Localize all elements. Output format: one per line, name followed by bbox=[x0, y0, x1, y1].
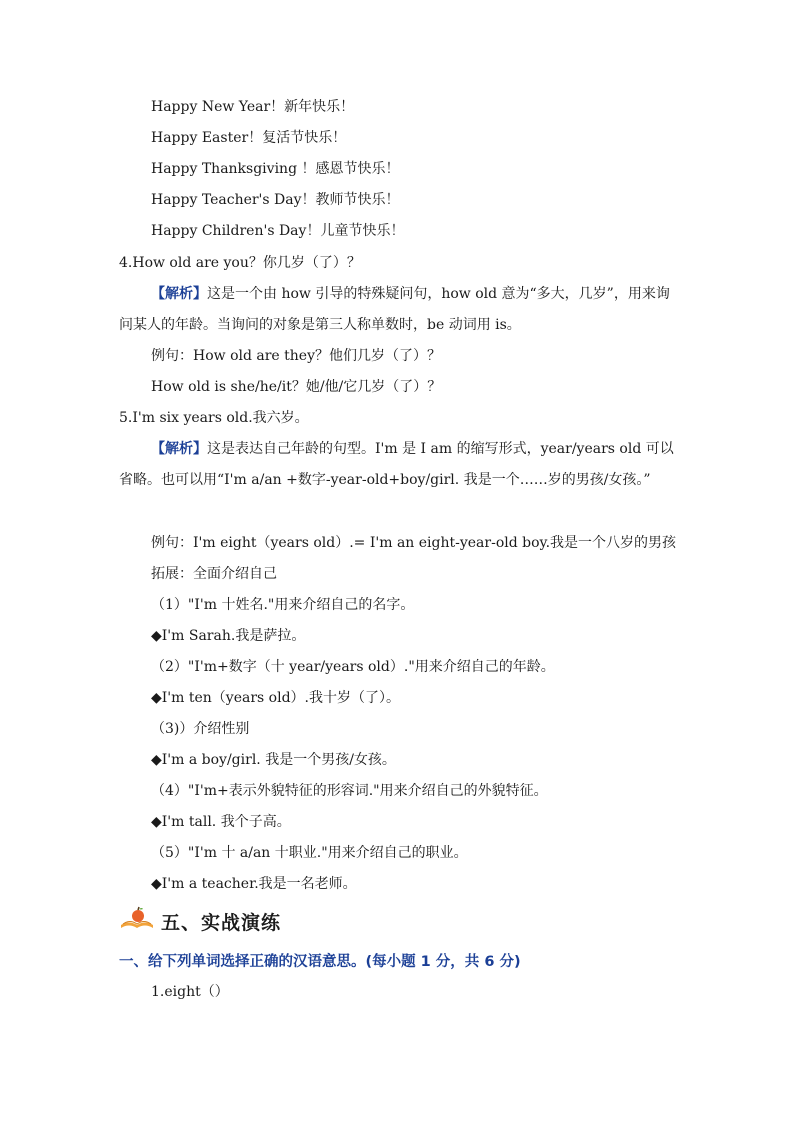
analysis-text: 这是表达自己年龄的句型。I'm 是 I am 的缩写形式，year/years old 可以省略。也可以用“I'm a/an +数字-year-old+boy/girl. 我是一个……岁的男孩/女孩。” bbox=[119, 441, 674, 488]
book-apple-icon bbox=[119, 906, 155, 936]
exercise-heading: 一、给下列单词选择正确的汉语意思。(每小题 1 分，共 6 分) bbox=[119, 954, 521, 970]
analysis-label: 【解析】 bbox=[151, 286, 207, 302]
extension-line: ◆I'm tall. 我个子高。 bbox=[151, 814, 291, 830]
question-line: 1.eight（） bbox=[151, 984, 229, 1000]
extension-title: 拓展：全面介绍自己 bbox=[151, 566, 277, 582]
greeting-line: Happy Teacher's Day！教师节快乐！ bbox=[151, 192, 400, 208]
analysis-label: 【解析】 bbox=[151, 441, 207, 457]
item4-example: 例句：How old are they？他们几岁（了）？ bbox=[151, 348, 442, 364]
greeting-line: Happy Easter！复活节快乐！ bbox=[151, 130, 347, 146]
extension-line: ◆I'm Sarah.我是萨拉。 bbox=[151, 628, 306, 644]
extension-line: ◆I'm a boy/girl. 我是一个男孩/女孩。 bbox=[151, 752, 396, 768]
item4-title: 4.How old are you？你几岁（了）？ bbox=[119, 255, 361, 271]
item5-analysis bbox=[119, 434, 675, 496]
item4-example: How old is she/he/it？她/他/它几岁（了）？ bbox=[151, 379, 442, 395]
item4-analysis bbox=[119, 279, 675, 341]
extension-line: （4）"I'm+表示外貌特征的形容词."用来介绍自己的外貌特征。 bbox=[151, 783, 548, 799]
extension-line: （3)）介绍性别 bbox=[151, 721, 250, 737]
item5-example: 例句：I'm eight（years old）.= I'm an eight-year-old boy.我是一个八岁的男孩 bbox=[151, 535, 677, 551]
section-heading bbox=[119, 906, 281, 936]
section-title: 五、实战演练 bbox=[161, 911, 282, 934]
extension-line: ◆I'm ten（years old）.我十岁（了）。 bbox=[151, 690, 400, 706]
analysis-text: 这是一个由 how 引导的特殊疑问句，how old 意为“多大，几岁”，用来询问某人的年龄。当询问的对象是第三人称单数时，be 动词用 is。 bbox=[119, 286, 670, 333]
greeting-line: Happy New Year！新年快乐！ bbox=[151, 99, 355, 115]
item5-title: 5.I'm six years old.我六岁。 bbox=[119, 410, 309, 426]
extension-line: （2）"I'm+数字（十 year/years old）."用来介绍自己的年龄。 bbox=[151, 659, 555, 675]
extension-line: （5）"I'm 十 a/an 十职业."用来介绍自己的职业。 bbox=[151, 845, 468, 861]
greeting-line: Happy Children's Day！儿童节快乐！ bbox=[151, 223, 405, 239]
greeting-line: Happy Thanksgiving ！感恩节快乐！ bbox=[151, 161, 400, 177]
extension-line: （1）"I'm 十姓名."用来介绍自己的名字。 bbox=[151, 597, 415, 613]
extension-line: ◆I'm a teacher.我是一名老师。 bbox=[151, 876, 357, 892]
